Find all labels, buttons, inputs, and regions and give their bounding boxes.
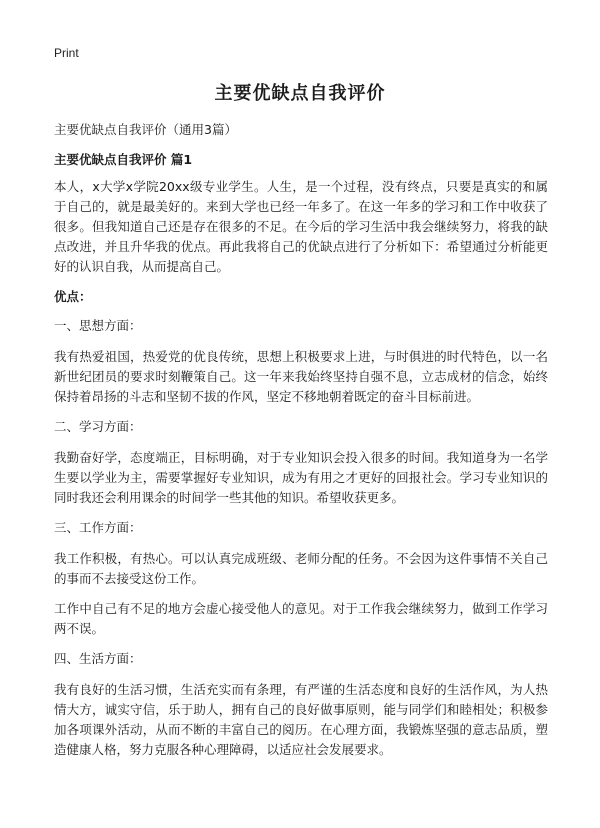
subheading-thought: 一、思想方面： [54,318,142,333]
page-title: 主要优缺点自我评价 [214,83,386,104]
section-heading: 主要优缺点自我评价 篇1 [54,152,193,167]
intro-paragraph: 本人，x大学x学院20xx级专业学生。人生，是一个过程，没有终点，只要是真实的和属于自己的，就是最美好的。来到大学也已经一年多了。在这一年多的学习和工作中收获了很多。但我知道自己还是存在很多的不足。在今后的学习生活中我会继续努力，将我的缺点改进，并且升华我的优点。再此我将自己的优缺点进行了分析如下：希望通过分析能更好的认识自我，从而提高自己。 [54,179,548,274]
subheading-life: 四、生活方面： [54,651,142,666]
paragraph-work-1: 我工作积极，有热心。可以认真完成班级、老师分配的任务。不会因为这件事情不关自己的事而不去接受这份工作。 [54,551,548,586]
paragraph-study: 我勤奋好学，态度端正，目标明确，对于专业知识会投入很多的时间。我知道身为一名学生要以学业为主，需要掌握好专业知识，成为有用之才更好的回报社会。学习专业知识的同时我还会利用课余的时间学一些其他的知识。希望收获更多。 [54,450,548,505]
paragraph-thought: 我有热爱祖国，热爱党的优良传统，思想上积极要求上进，与时俱进的时代特色，以一名新世纪团员的要求时刻鞭策自己。这一年来我始终坚持自强不息，立志成材的信念，始终保持着昂扬的斗志和坚韧不拔的作风，坚定不移地朝着既定的奋斗目标前进。 [54,349,548,404]
paragraph-work-2: 工作中自己有不足的地方会虚心接受他人的意见。对于工作我会继续努力，做到工作学习两不误。 [54,601,548,636]
document-subtitle: 主要优缺点自我评价（通用3篇） [54,122,237,137]
subheading-work: 三、工作方面： [54,520,142,535]
subheading-study: 二、学习方面： [54,419,142,434]
print-link[interactable]: Print [54,46,79,60]
paragraph-life: 我有良好的生活习惯，生活充实而有条理，有严谨的生活态度和良好的生活作风，为人热情大方，诚实守信，乐于助人，拥有自己的良好做事原则，能与同学们和睦相处；积极参加各项课外活动，从而不断的丰富自己的阅历。在心理方面，我锻炼坚强的意志品质，塑造健康人格，努力克服各种心理障碍，以适应社会发展要求。 [54,682,548,757]
strengths-label: 优点： [54,289,92,304]
document-body [54,120,548,770]
